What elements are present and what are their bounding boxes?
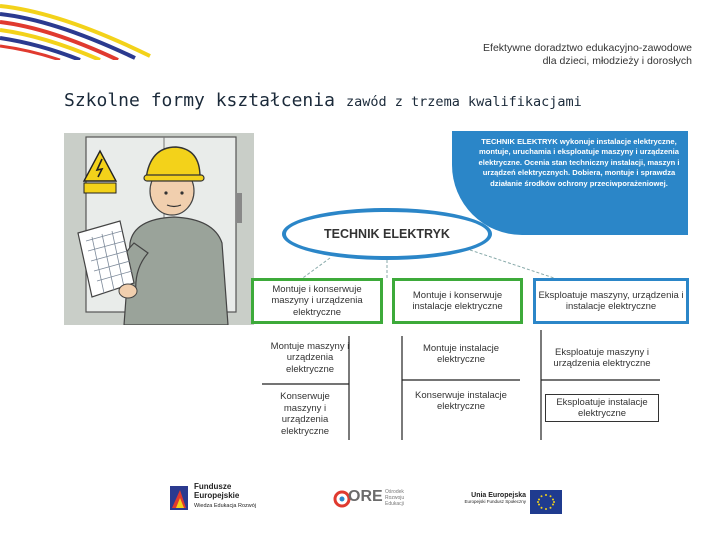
fe-emblem-icon [168,484,190,512]
task-right-1 [545,338,659,378]
electrician-illustration [64,133,254,325]
eu-flag-icon [530,490,562,514]
ore-text-2: Rozwoju [385,495,405,501]
qualification-box-3 [533,278,689,324]
eu-line-1: Unia Europejska [471,492,526,499]
task-left-2 [262,391,348,437]
qualification-label: Montuje i konserwuje instalacje elektryczne [412,289,503,312]
task-label: Konserwuje maszyny i urządzenia elektryczne [280,391,330,437]
task-middle-1 [406,338,516,370]
central-profession-label: TECHNIK ELEKTRYK [324,227,450,241]
ore-logo [333,488,413,514]
header-stripes [0,0,160,60]
fe-line-3: Wiedza Edukacja Rozwój [194,503,257,509]
task-label: Montuje maszyny i urządzenia elektryczne [270,340,350,375]
title-main: Szkolne formy kształcenia [64,90,335,111]
task-left-1 [270,338,350,378]
ore-text-3: Edukacji [385,501,404,507]
info-panel-text: TECHNIK ELEKTRYK wykonuje instalacje elektryczne, montuje, uruchamia i eksploatuje maszyny i urządzenia elektryczne. Ocenia stan techniczny instalacji, maszyn i urządzeń elektrycznych. Dobiera, montuje i sprawdza działanie środków ochrony przeciwporażeniowej. [478,137,680,188]
task-label: Montuje instalacje elektryczne [422,342,500,365]
tagline-line-1: Efektywne doradztwo edukacyjno-zawodowe [483,42,692,54]
header-tagline [483,42,692,68]
slide-title [64,90,582,111]
eu-line-2: Europejski Fundusz Społeczny [464,499,526,504]
qualification-box-2 [392,278,523,324]
fe-logo [168,482,264,516]
task-label: Eksploatuje instalacje elektryczne [556,396,648,419]
central-profession-ellipse [282,208,492,260]
task-right-2 [545,394,659,422]
ore-text-1: Ośrodek [385,489,404,495]
fe-line-1: Fundusze [194,482,232,491]
title-sub: zawód z trzema kwalifikacjami [346,94,582,110]
task-label: Eksploatuje maszyny i urządzenia elektryczne [553,346,651,369]
fe-line-2: Europejskie [194,491,240,500]
eu-logo [450,490,570,516]
task-middle-2 [406,386,516,416]
qualification-label: Eksploatuje maszyny, urządzenia i instalacje elektryczne [538,289,684,312]
ore-logo-text: ORE [348,488,383,505]
info-panel [452,131,688,235]
tagline-line-2: dla dzieci, młodzieży i dorosłych [542,55,692,67]
qualification-label: Montuje i konserwuje maszyny i urządzenia elektryczne [271,283,363,318]
task-label: Konserwuje instalacje elektryczne [415,389,507,412]
qualification-box-1 [251,278,383,324]
